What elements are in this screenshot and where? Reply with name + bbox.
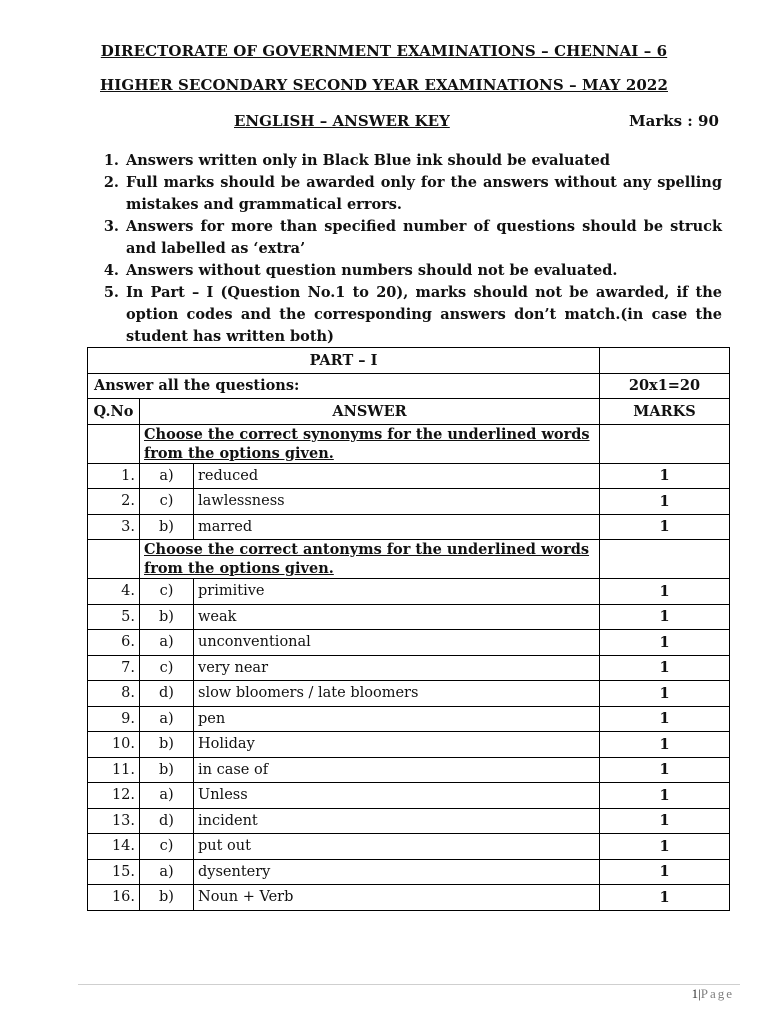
table-row	[88, 757, 730, 783]
answer-mark: 1	[600, 783, 730, 809]
answer-key-table	[87, 347, 730, 911]
answer-mark: 1	[600, 655, 730, 681]
subject-title: ENGLISH – ANSWER KEY	[234, 112, 450, 130]
option-code: c)	[140, 655, 194, 681]
empty-cell	[88, 540, 140, 579]
answer-text: primitive	[194, 579, 600, 605]
empty-cell	[600, 424, 730, 463]
part-title-row	[88, 348, 730, 374]
directorate-heading: DIRECTORATE OF GOVERNMENT EXAMINATIONS – CHENNAI – 6	[100, 42, 668, 60]
answer-mark: 1	[600, 514, 730, 540]
answer-mark: 1	[600, 604, 730, 630]
answer-text: dysentery	[194, 859, 600, 885]
question-number: 12.	[88, 783, 140, 809]
answer-mark: 1	[600, 579, 730, 605]
question-number: 9.	[88, 706, 140, 732]
answer-text: very near	[194, 655, 600, 681]
page-word: Page	[700, 986, 734, 1001]
answer-text: weak	[194, 604, 600, 630]
answer-text: slow bloomers / late bloomers	[194, 681, 600, 707]
answer-text: lawlessness	[194, 489, 600, 515]
option-code: c)	[140, 579, 194, 605]
option-code: a)	[140, 706, 194, 732]
part-instruction: Answer all the questions:	[88, 373, 600, 399]
column-header-row	[88, 399, 730, 425]
option-code: c)	[140, 834, 194, 860]
section-heading-antonyms: Choose the correct antonyms for the underlined words from the options given.	[140, 540, 600, 579]
table-row	[88, 859, 730, 885]
instruction-item: 2. Full marks should be awarded only for the answers without any spelling mistakes and grammatical errors.	[124, 172, 722, 216]
answer-mark: 1	[600, 681, 730, 707]
option-code: b)	[140, 885, 194, 911]
table-row	[88, 630, 730, 656]
option-code: d)	[140, 681, 194, 707]
question-number: 7.	[88, 655, 140, 681]
answer-text: Noun + Verb	[194, 885, 600, 911]
instructions-list	[98, 150, 722, 348]
section-row	[88, 424, 730, 463]
col-header-qno: Q.No	[88, 399, 140, 425]
page-number: 1	[691, 986, 699, 1001]
answer-text: Unless	[194, 783, 600, 809]
instruction-item: 4. Answers without question numbers should not be evaluated.	[124, 260, 722, 282]
answer-text: put out	[194, 834, 600, 860]
table-row	[88, 808, 730, 834]
question-number: 8.	[88, 681, 140, 707]
answer-mark: 1	[600, 757, 730, 783]
question-number: 11.	[88, 757, 140, 783]
answer-mark: 1	[600, 834, 730, 860]
answer-text: reduced	[194, 463, 600, 489]
table-row	[88, 655, 730, 681]
option-code: a)	[140, 463, 194, 489]
question-number: 14.	[88, 834, 140, 860]
instruction-row	[88, 373, 730, 399]
option-code: a)	[140, 859, 194, 885]
option-code: c)	[140, 489, 194, 515]
question-number: 5.	[88, 604, 140, 630]
answer-text: unconventional	[194, 630, 600, 656]
instruction-item: 3. Answers for more than specified number of questions should be struck and labelled as ‘extra’	[124, 216, 722, 260]
answer-mark: 1	[600, 463, 730, 489]
empty-cell	[600, 540, 730, 579]
option-code: b)	[140, 757, 194, 783]
option-code: a)	[140, 630, 194, 656]
option-code: b)	[140, 732, 194, 758]
answer-mark: 1	[600, 489, 730, 515]
question-number: 13.	[88, 808, 140, 834]
option-code: d)	[140, 808, 194, 834]
empty-cell	[600, 348, 730, 374]
table-row	[88, 463, 730, 489]
page-separator: |	[698, 986, 701, 1001]
table-row	[88, 579, 730, 605]
exam-heading: HIGHER SECONDARY SECOND YEAR EXAMINATIONS – MAY 2022	[100, 76, 668, 94]
col-header-answer: ANSWER	[140, 399, 600, 425]
section-heading-synonyms: Choose the correct synonyms for the underlined words from the options given.	[140, 424, 600, 463]
answer-mark: 1	[600, 630, 730, 656]
instruction-item: 5. In Part – I (Question No.1 to 20), marks should not be awarded, if the option codes and the corresponding answers don’t match.(in case the student has written both)	[124, 282, 722, 348]
option-code: b)	[140, 604, 194, 630]
question-number: 15.	[88, 859, 140, 885]
answer-text: marred	[194, 514, 600, 540]
answer-mark: 1	[600, 859, 730, 885]
col-header-marks: MARKS	[600, 399, 730, 425]
table-row	[88, 834, 730, 860]
table-row	[88, 681, 730, 707]
part-title: PART – I	[88, 348, 600, 374]
answer-mark: 1	[600, 732, 730, 758]
option-code: a)	[140, 783, 194, 809]
footer-divider	[78, 984, 740, 985]
question-number: 1.	[88, 463, 140, 489]
question-number: 6.	[88, 630, 140, 656]
answer-text: in case of	[194, 757, 600, 783]
table-row	[88, 885, 730, 911]
section-row	[88, 540, 730, 579]
question-number: 3.	[88, 514, 140, 540]
page-footer	[692, 986, 734, 1002]
question-number: 10.	[88, 732, 140, 758]
empty-cell	[88, 424, 140, 463]
total-marks: Marks : 90	[629, 112, 719, 130]
question-number: 4.	[88, 579, 140, 605]
answer-mark: 1	[600, 808, 730, 834]
answer-text: Holiday	[194, 732, 600, 758]
instruction-item: 1. Answers written only in Black Blue ink should be evaluated	[124, 150, 722, 172]
option-code: b)	[140, 514, 194, 540]
question-number: 16.	[88, 885, 140, 911]
answer-text: incident	[194, 808, 600, 834]
table-row	[88, 514, 730, 540]
answer-text: pen	[194, 706, 600, 732]
table-row	[88, 706, 730, 732]
part-marks: 20x1=20	[600, 373, 730, 399]
answer-mark: 1	[600, 706, 730, 732]
table-row	[88, 604, 730, 630]
table-row	[88, 489, 730, 515]
answer-mark: 1	[600, 885, 730, 911]
table-row	[88, 783, 730, 809]
question-number: 2.	[88, 489, 140, 515]
table-row	[88, 732, 730, 758]
